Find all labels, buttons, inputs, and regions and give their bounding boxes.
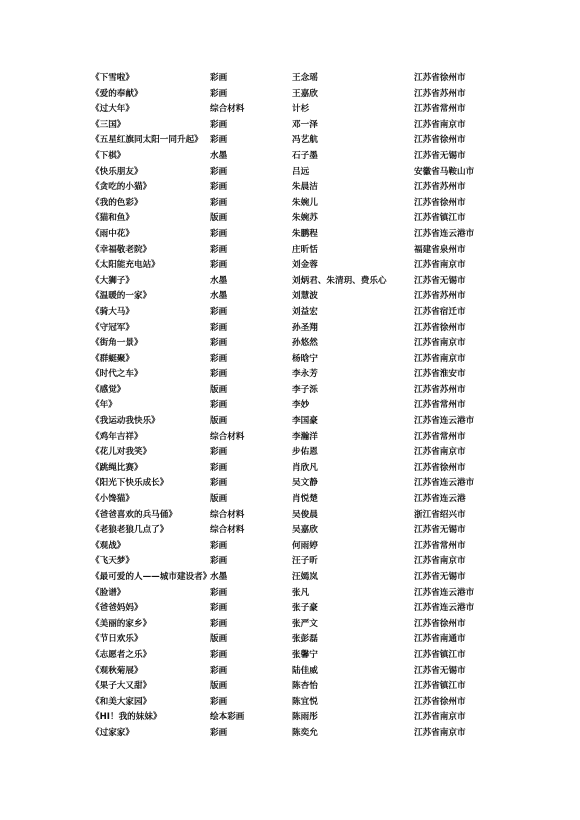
artist-location: 江苏省连云港市 <box>414 603 475 614</box>
artwork-title: 《快乐朋友》 <box>91 166 143 177</box>
artwork-title: 《守冠军》 <box>91 322 134 333</box>
artist-location: 江苏省南京市 <box>414 712 466 723</box>
artwork-title: 《节日欢乐》 <box>91 634 143 645</box>
artwork-medium: 综合材料 <box>210 525 245 536</box>
artwork-medium: 彩画 <box>210 447 228 458</box>
table-row <box>0 461 580 477</box>
table-row <box>0 726 580 742</box>
artist-location: 江苏省常州市 <box>414 540 466 551</box>
artist-name: 石子墨 <box>292 150 318 161</box>
table-row <box>0 664 580 680</box>
artwork-medium: 版画 <box>210 494 228 505</box>
artwork-medium: 彩画 <box>210 540 228 551</box>
artwork-medium: 彩画 <box>210 166 228 177</box>
artwork-medium: 彩画 <box>210 228 228 239</box>
artist-location: 江苏省镇江市 <box>414 213 466 224</box>
artwork-medium: 综合材料 <box>210 509 245 520</box>
artwork-title: 《鸡年吉祥》 <box>91 431 143 442</box>
artist-name: 陈奕允 <box>292 727 318 738</box>
artist-location: 江苏省南京市 <box>414 119 466 130</box>
artwork-title: 《雨中花》 <box>91 228 134 239</box>
artwork-title: 《我的色彩》 <box>91 197 143 208</box>
artwork-title: 《骑大马》 <box>91 306 134 317</box>
artist-location: 江苏省南京市 <box>414 353 466 364</box>
artist-location: 江苏省宿迁市 <box>414 306 466 317</box>
artwork-medium: 彩画 <box>210 587 228 598</box>
artwork-medium: 彩画 <box>210 119 228 130</box>
artist-location: 江苏省南京市 <box>414 447 466 458</box>
artwork-medium: 绘本彩画 <box>210 712 245 723</box>
artwork-medium: 彩画 <box>210 603 228 614</box>
table-row <box>0 243 580 259</box>
table-row <box>0 165 580 181</box>
artist-location: 江苏省常州市 <box>414 431 466 442</box>
artwork-medium: 水墨 <box>210 150 228 161</box>
artist-location: 江苏省淮安市 <box>414 369 466 380</box>
artist-name: 王嘉欣 <box>292 88 318 99</box>
artist-name: 吴文静 <box>292 478 318 489</box>
artist-location: 江苏省南京市 <box>414 260 466 271</box>
artist-location: 福建省泉州市 <box>414 244 466 255</box>
artist-name: 李永芳 <box>292 369 318 380</box>
artist-location: 江苏省徐州市 <box>414 696 466 707</box>
artist-name: 朱婉苏 <box>292 213 318 224</box>
artwork-medium: 综合材料 <box>210 104 245 115</box>
artist-location: 江苏省徐州市 <box>414 322 466 333</box>
table-row <box>0 617 580 633</box>
artist-location: 江苏省连云港市 <box>414 587 475 598</box>
artwork-medium: 彩画 <box>210 306 228 317</box>
artwork-title: 《五星红旗同太阳一同升起》 <box>91 135 203 146</box>
artwork-title: 《爱的奉献》 <box>91 88 143 99</box>
artwork-title: 《时代之车》 <box>91 369 143 380</box>
artwork-title: 《街角一景》 <box>91 338 143 349</box>
artwork-title: 《过大年》 <box>91 104 134 115</box>
artist-name: 陈杏怡 <box>292 681 318 692</box>
artist-location: 江苏省无锡市 <box>414 572 466 582</box>
artwork-title: 《下雪啦》 <box>91 73 134 83</box>
artist-name: 朱鹏程 <box>292 228 318 239</box>
table-row <box>0 352 580 368</box>
artist-name: 计杉 <box>292 104 310 115</box>
artwork-title: 《HI！我的妹妹》 <box>91 712 162 723</box>
artist-name: 庄昕恬 <box>292 244 318 255</box>
artwork-medium: 彩画 <box>210 665 228 676</box>
table-row <box>0 601 580 617</box>
artwork-title: 《温暖的一家》 <box>91 291 152 302</box>
artwork-medium: 版画 <box>210 416 228 427</box>
table-row <box>0 118 580 134</box>
artist-name: 步佑恩 <box>292 447 318 458</box>
table-row <box>0 570 580 586</box>
entry-list <box>0 71 580 742</box>
artwork-medium: 彩画 <box>210 727 228 738</box>
artwork-title: 《太阳能充电站》 <box>91 260 160 271</box>
artwork-title: 《志愿者之乐》 <box>91 649 152 660</box>
artist-name: 李妙 <box>292 400 310 411</box>
artist-location: 江苏省南京市 <box>414 727 466 738</box>
table-row <box>0 398 580 414</box>
table-row <box>0 258 580 274</box>
artist-location: 江苏省苏州市 <box>414 182 466 193</box>
artwork-medium: 彩画 <box>210 244 228 255</box>
artist-name: 张彭磊 <box>292 634 318 645</box>
artwork-medium: 版画 <box>210 634 228 645</box>
table-row <box>0 305 580 321</box>
table-row <box>0 430 580 446</box>
artist-name: 王念瑶 <box>292 73 318 83</box>
artwork-title: 《三国》 <box>91 119 126 130</box>
artwork-title: 《大狮子》 <box>91 275 134 286</box>
artist-name: 汪嫣岚 <box>292 572 318 582</box>
artwork-medium: 水墨 <box>210 572 228 582</box>
artist-name: 冯艺航 <box>292 135 318 146</box>
artwork-title: 《脸谱》 <box>91 587 126 598</box>
artwork-medium: 彩画 <box>210 88 228 99</box>
artwork-medium: 综合材料 <box>210 431 245 442</box>
artist-name: 朱婉儿 <box>292 197 318 208</box>
table-row <box>0 414 580 430</box>
artist-location: 江苏省徐州市 <box>414 462 466 473</box>
artwork-title: 《和美大家园》 <box>91 696 152 707</box>
artwork-medium: 彩画 <box>210 353 228 364</box>
artwork-title: 《小馋猫》 <box>91 494 134 505</box>
artist-location: 江苏省镇江市 <box>414 681 466 692</box>
artist-name: 张馨宁 <box>292 649 318 660</box>
artwork-medium: 彩画 <box>210 197 228 208</box>
artist-name: 孙圣翔 <box>292 322 318 333</box>
artist-location: 江苏省连云港市 <box>414 228 475 239</box>
artwork-title: 《爸爸妈妈》 <box>91 603 143 614</box>
artwork-medium: 彩画 <box>210 73 228 83</box>
artwork-title: 《群蜓聚》 <box>91 353 134 364</box>
artist-name: 吕远 <box>292 166 310 177</box>
artwork-title: 《感觉》 <box>91 384 126 395</box>
artwork-title: 《猫和鱼》 <box>91 213 134 224</box>
table-row <box>0 227 580 243</box>
artwork-title: 《爸爸喜欢的兵马俑》 <box>91 509 177 520</box>
artwork-title: 《年》 <box>91 400 117 411</box>
artist-name: 杨晗宁 <box>292 353 318 364</box>
artwork-medium: 彩画 <box>210 400 228 411</box>
artist-location: 江苏省镇江市 <box>414 649 466 660</box>
artist-location: 江苏省连云港市 <box>414 478 475 489</box>
artwork-medium: 版画 <box>210 384 228 395</box>
artist-name: 李国豪 <box>292 416 318 427</box>
artist-name: 张子豪 <box>292 603 318 614</box>
artist-name: 李子泺 <box>292 384 318 395</box>
table-row <box>0 180 580 196</box>
artist-name: 李瀚洋 <box>292 431 318 442</box>
table-row <box>0 632 580 648</box>
artist-name: 张凡 <box>292 587 310 598</box>
artwork-medium: 版画 <box>210 681 228 692</box>
artwork-medium: 彩画 <box>210 649 228 660</box>
artwork-title: 《美丽的家乡》 <box>91 618 152 629</box>
artist-name: 刘益宏 <box>292 306 318 317</box>
artist-location: 江苏省南京市 <box>414 556 466 567</box>
table-row <box>0 523 580 539</box>
artist-location: 江苏省无锡市 <box>414 150 466 161</box>
table-row <box>0 554 580 570</box>
artwork-medium: 彩画 <box>210 478 228 489</box>
artwork-medium: 版画 <box>210 213 228 224</box>
table-row <box>0 710 580 726</box>
artwork-title: 《果子大又甜》 <box>91 681 152 692</box>
table-row <box>0 196 580 212</box>
table-row <box>0 648 580 664</box>
artist-name: 吴俊晨 <box>292 509 318 520</box>
artist-location: 江苏省连云港市 <box>414 416 475 427</box>
table-row <box>0 679 580 695</box>
artist-name: 陈宜悦 <box>292 696 318 707</box>
artist-location: 江苏省苏州市 <box>414 291 466 302</box>
artist-name: 陈雨彤 <box>292 712 318 723</box>
artist-location: 江苏省苏州市 <box>414 384 466 395</box>
artist-location: 江苏省徐州市 <box>414 197 466 208</box>
artwork-medium: 彩画 <box>210 182 228 193</box>
artist-name: 刘慧波 <box>292 291 318 302</box>
table-row <box>0 539 580 555</box>
artist-name: 孙悠然 <box>292 338 318 349</box>
artist-location: 安徽省马鞍山市 <box>414 166 475 177</box>
table-row <box>0 102 580 118</box>
artist-name: 邓一泽 <box>292 119 318 130</box>
artwork-title: 《花儿对我笑》 <box>91 447 152 458</box>
artwork-medium: 彩画 <box>210 260 228 271</box>
table-row <box>0 321 580 337</box>
artist-location: 江苏省苏州市 <box>414 88 466 99</box>
artist-location: 江苏省徐州市 <box>414 73 466 83</box>
table-row <box>0 476 580 492</box>
artist-name: 刘金蓉 <box>292 260 318 271</box>
table-row <box>0 274 580 290</box>
artwork-title: 《最可爱的人——城市建设者》 <box>91 572 212 582</box>
artist-location: 江苏省常州市 <box>414 104 466 115</box>
table-row <box>0 87 580 103</box>
artist-name: 汪子昕 <box>292 556 318 567</box>
artwork-medium: 水墨 <box>210 275 228 286</box>
artist-location: 江苏省南通市 <box>414 634 466 645</box>
artwork-title: 《我运动我快乐》 <box>91 416 160 427</box>
artist-location: 江苏省无锡市 <box>414 275 466 286</box>
artist-location: 江苏省无锡市 <box>414 525 466 536</box>
artwork-title: 《幸福敬老院》 <box>91 244 152 255</box>
table-row <box>0 695 580 711</box>
artist-location: 江苏省常州市 <box>414 400 466 411</box>
artwork-medium: 彩画 <box>210 338 228 349</box>
table-row <box>0 289 580 305</box>
table-row <box>0 367 580 383</box>
table-row <box>0 383 580 399</box>
artwork-title: 《下棋》 <box>91 150 126 161</box>
artist-location: 浙江省绍兴市 <box>414 509 466 520</box>
artist-name: 刘炳君、朱清玥、费乐心 <box>292 275 387 286</box>
artwork-title: 《阳光下快乐成长》 <box>91 478 169 489</box>
table-row <box>0 492 580 508</box>
artist-location: 江苏省南京市 <box>414 338 466 349</box>
artwork-title: 《观战》 <box>91 540 126 551</box>
artwork-title: 《跳绳比赛》 <box>91 462 143 473</box>
artist-name: 朱晨洁 <box>292 182 318 193</box>
artwork-title: 《飞天梦》 <box>91 556 134 567</box>
artwork-title: 《观秋菊展》 <box>91 665 143 676</box>
table-row <box>0 149 580 165</box>
table-row <box>0 336 580 352</box>
table-row <box>0 71 580 87</box>
artist-location: 江苏省无锡市 <box>414 665 466 676</box>
artwork-medium: 彩画 <box>210 462 228 473</box>
artist-name: 陆佳威 <box>292 665 318 676</box>
artwork-title: 《过家家》 <box>91 727 134 738</box>
artist-name: 张严文 <box>292 618 318 629</box>
artwork-medium: 水墨 <box>210 291 228 302</box>
artwork-title: 《贪吃的小猫》 <box>91 182 152 193</box>
artwork-medium: 彩画 <box>210 556 228 567</box>
artist-location: 江苏省徐州市 <box>414 618 466 629</box>
artist-location: 江苏省连云港 <box>414 494 466 505</box>
table-row <box>0 133 580 149</box>
table-row <box>0 586 580 602</box>
artist-name: 何雨婷 <box>292 540 318 551</box>
artist-location: 江苏省徐州市 <box>414 135 466 146</box>
table-row <box>0 445 580 461</box>
artist-name: 吴嘉欣 <box>292 525 318 536</box>
artwork-medium: 彩画 <box>210 696 228 707</box>
artwork-medium: 彩画 <box>210 618 228 629</box>
artwork-medium: 彩画 <box>210 322 228 333</box>
table-row <box>0 211 580 227</box>
artwork-medium: 彩画 <box>210 135 228 146</box>
artwork-title: 《老狼老狼几点了》 <box>91 525 169 536</box>
table-row <box>0 508 580 524</box>
artwork-medium: 彩画 <box>210 369 228 380</box>
artist-name: 肖悦楚 <box>292 494 318 505</box>
artist-name: 肖欣凡 <box>292 462 318 473</box>
